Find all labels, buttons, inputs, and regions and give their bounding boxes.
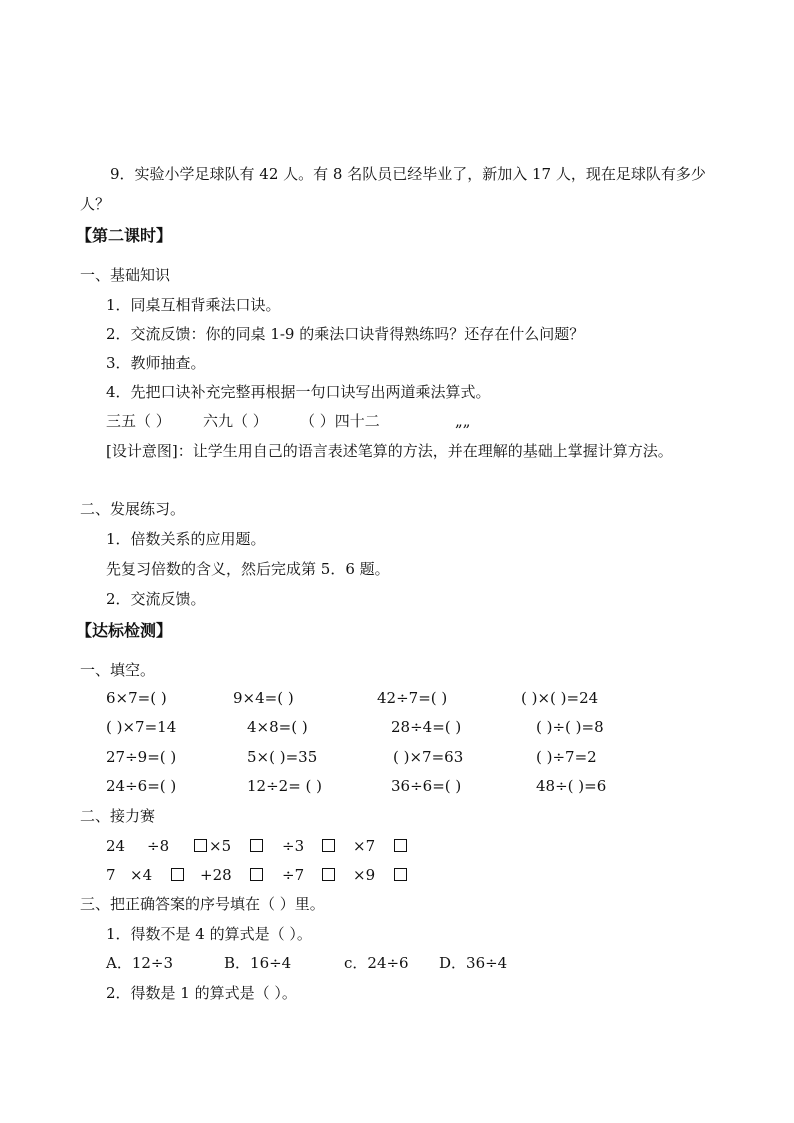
grid-r1-c4: ( )×( )=24 [521,689,599,707]
choice-opt-c: c．24÷6 [344,954,409,972]
grid-r1-c2: 9×4=( ) [233,689,294,707]
practice-title: 二、发展练习。 [80,500,186,518]
relay1-start: 24 [106,837,126,855]
grid-r4-c2: 12÷2= ( ) [247,777,323,795]
fill-blank-2: 六九（ ） [203,412,268,430]
relay1-box2 [250,839,263,852]
q9-line1: 9．实验小学足球队有 42 人。有 8 名队员已经毕业了，新加入 17 人，现在足球队有多少 [110,165,706,183]
grid-r1-c1: 6×7=( ) [106,689,167,707]
basics-title: 一、基础知识 [80,266,171,284]
grid-r3-c3: ( )×7=63 [393,748,464,766]
choice-opt-d: D．36÷4 [439,954,508,972]
relay2-box4 [394,868,407,881]
basics-item-1: 1．同桌互相背乘法口诀。 [106,296,281,314]
relay2-op4: ×9 [353,866,376,884]
relay2-box2 [250,868,263,881]
design-intent: [设计意图]：让学生用自己的语言表述笔算的方法，并在理解的基础上掌握计算方法。 [106,442,673,460]
grid-r2-c4: ( )÷( )=8 [536,718,604,736]
choice-q2: 2．得数是 1 的算式是（ ）。 [106,984,297,1002]
relay2-op2: +28 [200,866,232,884]
basics-item-3: 3．教师抽查。 [106,354,206,372]
grid-r3-c1: 27÷9=( ) [106,748,177,766]
choice-opt-b: B．16÷4 [224,954,292,972]
practice-item-2: 先复习倍数的含义，然后完成第 5．6 题。 [106,560,390,578]
choice-opt-a: A．12÷3 [106,954,174,972]
grid-r2-c3: 28÷4=( ) [391,718,462,736]
relay1-box1 [194,839,207,852]
grid-r2-c1: ( )×7=14 [106,718,177,736]
grid-r1-c3: 42÷7=( ) [377,689,448,707]
relay1-op3: ÷3 [282,837,305,855]
grid-r3-c4: ( )÷7=2 [536,748,597,766]
relay2-box1 [171,868,184,881]
grid-r2-c2: 4×8=( ) [247,718,308,736]
fill-title: 一、填空。 [80,661,156,679]
grid-r3-c2: 5×( )=35 [247,748,318,766]
fill-blank-1: 三五（ ） [106,412,171,430]
relay2-box3 [322,868,335,881]
fill-ellipsis: „„ [455,412,471,430]
relay-title: 二、接力赛 [80,807,156,825]
basics-item-4: 4．先把口诀补充完整再根据一句口诀写出两道乘法算式。 [106,383,491,401]
choice-title: 三、把正确答案的序号填在（ ）里。 [80,895,325,913]
grid-r4-c3: 36÷6=( ) [391,777,462,795]
test-heading: 【达标检测】 [76,621,173,640]
grid-r4-c1: 24÷6=( ) [106,777,177,795]
practice-item-1: 1．倍数关系的应用题。 [106,530,266,548]
practice-item-3: 2．交流反馈。 [106,590,206,608]
q9-line2: 人？ [80,195,111,213]
basics-item-2: 2．交流反馈：你的同桌 1-9 的乘法口诀背得熟练吗？还存在什么问题？ [106,325,585,343]
relay1-op2: ×5 [209,837,232,855]
relay1-op4: ×7 [353,837,376,855]
relay1-box3 [322,839,335,852]
fill-blank-3: （ ）四十二 [300,412,380,430]
relay2-start: 7 [106,866,116,884]
relay1-op1: ÷8 [147,837,170,855]
relay1-box4 [394,839,407,852]
choice-q1: 1．得数不是 4 的算式是（ ）。 [106,925,312,943]
lesson2-heading: 【第二课时】 [76,226,173,245]
relay2-op1: ×4 [130,866,153,884]
relay2-op3: ÷7 [282,866,305,884]
grid-r4-c4: 48÷( )=6 [536,777,607,795]
